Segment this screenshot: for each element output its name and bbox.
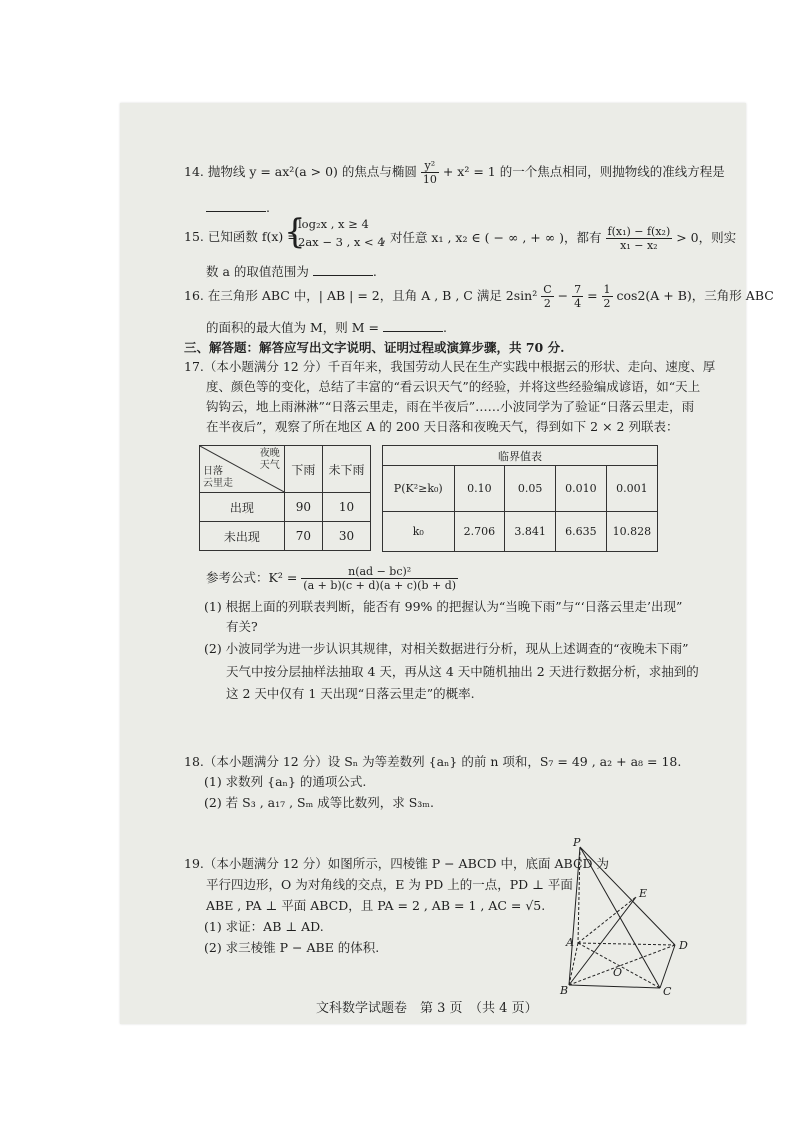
q17-sub2-a: (2) 小波同学为进一步认识其规律，对相关数据进行分析，现从上述调查的“夜晚未下雨” bbox=[204, 641, 689, 656]
cell-value: 10 bbox=[323, 493, 371, 522]
q14-text-a: 14. 抛物线 y = ax²(a > 0) 的焦点与椭圆 bbox=[184, 164, 417, 179]
cell-value: 10.828 bbox=[606, 512, 657, 552]
cell-value: 2.706 bbox=[454, 512, 505, 552]
cell-value: 0.010 bbox=[556, 466, 607, 512]
edge-BE bbox=[569, 897, 636, 985]
q16-frac2-num: 7 bbox=[574, 283, 582, 296]
label-O: O bbox=[613, 966, 623, 979]
q19-line1: 19.（本小题满分 12 分）如图所示，四棱锥 P − ABCD 中，底面 ABCD 为 bbox=[184, 856, 610, 871]
q17-sub2-c: 这 2 天中仅有 1 天出现“日落云里走”的概率. bbox=[226, 686, 475, 701]
q15-frac-den: x₁ − x₂ bbox=[620, 239, 658, 252]
q14-answer-blank[interactable] bbox=[206, 199, 266, 212]
q15-line1 bbox=[184, 229, 298, 245]
q16-frac2 bbox=[572, 283, 583, 310]
q15-case2: 2ax − 3 , x < 4 bbox=[298, 235, 385, 249]
q16-frac2-den: 4 bbox=[574, 297, 582, 310]
q16-frac3 bbox=[602, 283, 613, 310]
q15-period: . bbox=[372, 264, 377, 279]
table-row bbox=[200, 522, 371, 551]
cell-value: 6.635 bbox=[556, 512, 607, 552]
row-label: 出现 bbox=[200, 493, 285, 522]
q19-sub1: (1) 求证：AB ⊥ AD. bbox=[204, 919, 324, 934]
q15-fraction bbox=[606, 225, 673, 252]
q15-prefix: 15. 已知函数 f(x) = bbox=[184, 229, 298, 244]
q16-frac1 bbox=[541, 283, 553, 310]
formula-num: n(ad − bc)² bbox=[301, 565, 458, 579]
cell-value: 70 bbox=[284, 522, 322, 551]
q19-sub2: (2) 求三棱锥 P − ABE 的体积. bbox=[204, 940, 380, 955]
q18-line1: 18.（本小题满分 12 分）设 Sₙ 为等差数列 {aₙ} 的前 n 项和，S₇ = 49 , a₂ + a₈ = 18. bbox=[184, 754, 682, 769]
q17-line4: 在半夜后”，观察了所在地区 A 的 200 天日落和夜晚天气，得到如下 2 × 2 列联表： bbox=[206, 419, 679, 434]
q15-suffix: > 0，则实 bbox=[676, 230, 737, 245]
label-P: P bbox=[573, 837, 581, 849]
q14-frac-num: y² bbox=[421, 159, 439, 173]
diag-BD bbox=[569, 945, 675, 985]
q17-line3: 钩钩云，地上雨淋淋”“日落云里走，雨在半夜后”……小波同学为了验证“日落云里走，雨 bbox=[206, 399, 695, 414]
q16-text-b: cos2(A + B)，三角形 ABC bbox=[616, 288, 774, 303]
pyramid-figure bbox=[540, 837, 690, 997]
corner-bottom-label: 日落 云里走 bbox=[203, 466, 233, 489]
edge-PB bbox=[569, 847, 580, 985]
edge-AE bbox=[578, 897, 636, 943]
table-row bbox=[383, 466, 658, 512]
table-row bbox=[383, 512, 658, 552]
page-footer: 文科数学试题卷 第 3 页 （共 4 页） bbox=[316, 1001, 538, 1016]
q16-period: . bbox=[442, 320, 447, 335]
q15-piecewise-brace: { bbox=[284, 212, 306, 252]
q16-frac1-num: C bbox=[543, 283, 552, 296]
q16-eq: = bbox=[587, 288, 598, 303]
q16-line2 bbox=[206, 319, 447, 336]
q17-sub2-b: 天气中按分层抽样法抽取 4 天，再从这 4 天中随机抽出 2 天进行数据分析，求抽到的 bbox=[226, 664, 699, 679]
q16-text-a: 16. 在三角形 ABC 中，| AB | = 2，且角 A , B , C 满足 2sin² bbox=[184, 288, 538, 303]
edge-AD bbox=[578, 943, 675, 945]
cell-value: 3.841 bbox=[505, 512, 556, 552]
q15-mid-text: , 对任意 x₁ , x₂ ∈ ( − ∞ , + ∞ )，都有 bbox=[382, 230, 602, 245]
formula-fraction bbox=[301, 565, 458, 592]
q19-line2: 平行四边形，O 为对角线的交点，E 为 PD 上的一点，PD ⊥ 平面 bbox=[206, 877, 573, 892]
section-3-heading: 三、解答题：解答应写出文字说明、证明过程或演算步骤，共 70 分. bbox=[184, 340, 565, 355]
q14-line2 bbox=[206, 199, 270, 216]
col-header-no-rain: 未下雨 bbox=[323, 446, 371, 493]
col-header-rain: 下雨 bbox=[284, 446, 322, 493]
label-D: D bbox=[679, 939, 688, 952]
label-B: B bbox=[560, 984, 569, 997]
edge-CD bbox=[660, 945, 675, 988]
q17-line1: 17.（本小题满分 12 分）千百年来，我国劳动人民在生产实践中根据云的形状、走向、速度、厚 bbox=[184, 359, 716, 374]
label-E: E bbox=[639, 887, 648, 900]
q16-line1 bbox=[184, 283, 774, 310]
q18-sub2: (2) 若 S₃ , a₁₇ , Sₘ 成等比数列，求 S₃ₘ. bbox=[204, 795, 434, 810]
q16-minus: − bbox=[557, 288, 569, 303]
q17-sub1-b: 有关? bbox=[226, 619, 258, 634]
q17-sub1-a: (1) 根据上面的列联表判断，能否有 99% 的把握认为“当晚下雨”与“‘日落云里走’出现” bbox=[204, 599, 683, 614]
q15-case1: log₂x , x ≥ 4 bbox=[298, 217, 369, 231]
label-C: C bbox=[663, 985, 672, 997]
q14-frac-den: 10 bbox=[422, 173, 437, 186]
q14-period: . bbox=[266, 200, 270, 215]
q15-line2 bbox=[206, 263, 377, 280]
q15-line2-text: 数 a 的取值范围为 bbox=[206, 264, 309, 279]
cell-value: 0.05 bbox=[505, 466, 556, 512]
q17-formula bbox=[206, 565, 458, 592]
table-row bbox=[200, 493, 371, 522]
row-label: P(K²≥k₀) bbox=[383, 466, 455, 512]
cell-value: 0.10 bbox=[454, 466, 505, 512]
q15-mid bbox=[382, 225, 736, 252]
critical-value-table bbox=[382, 445, 658, 552]
q16-answer-blank[interactable] bbox=[383, 319, 443, 332]
label-A: A bbox=[566, 936, 574, 949]
q14-ellipse-fraction bbox=[421, 159, 439, 186]
q17-line2: 度、颜色等的变化，总结了丰富的“看云识天气”的经验，并将这些经验编成谚语，如“天上 bbox=[206, 379, 701, 394]
contingency-corner-cell bbox=[200, 446, 285, 493]
row-label: 未出现 bbox=[200, 522, 285, 551]
q16-frac3-num: 1 bbox=[603, 283, 611, 296]
corner-top-label: 夜晚 天气 bbox=[259, 448, 280, 471]
q16-frac1-den: 2 bbox=[543, 297, 551, 310]
row-label: k₀ bbox=[383, 512, 455, 552]
edge-BC bbox=[569, 985, 660, 988]
formula-den: (a + b)(c + d)(a + c)(b + d) bbox=[303, 579, 457, 592]
q15-answer-blank[interactable] bbox=[313, 263, 373, 276]
q19-line3: ABE , PA ⊥ 平面 ABCD，且 PA = 2 , AB = 1 , AC = √5. bbox=[206, 898, 546, 913]
q16-frac3-den: 2 bbox=[603, 297, 611, 310]
cell-value: 0.001 bbox=[606, 466, 657, 512]
formula-prefix: 参考公式：K² = bbox=[206, 570, 298, 585]
critical-table-title: 临界值表 bbox=[383, 446, 658, 466]
q14-line1 bbox=[184, 159, 725, 186]
cell-value: 30 bbox=[323, 522, 371, 551]
q18-sub1: (1) 求数列 {aₙ} 的通项公式. bbox=[204, 774, 367, 789]
q15-frac-num: f(x₁) − f(x₂) bbox=[607, 225, 671, 238]
q14-text-b: + x² = 1 的一个焦点相同，则抛物线的准线方程是 bbox=[442, 164, 725, 179]
exam-page bbox=[120, 103, 774, 1024]
cell-value: 90 bbox=[284, 493, 322, 522]
q16-line2-text: 的面积的最大值为 M，则 M = bbox=[206, 320, 379, 335]
contingency-table bbox=[199, 445, 371, 551]
